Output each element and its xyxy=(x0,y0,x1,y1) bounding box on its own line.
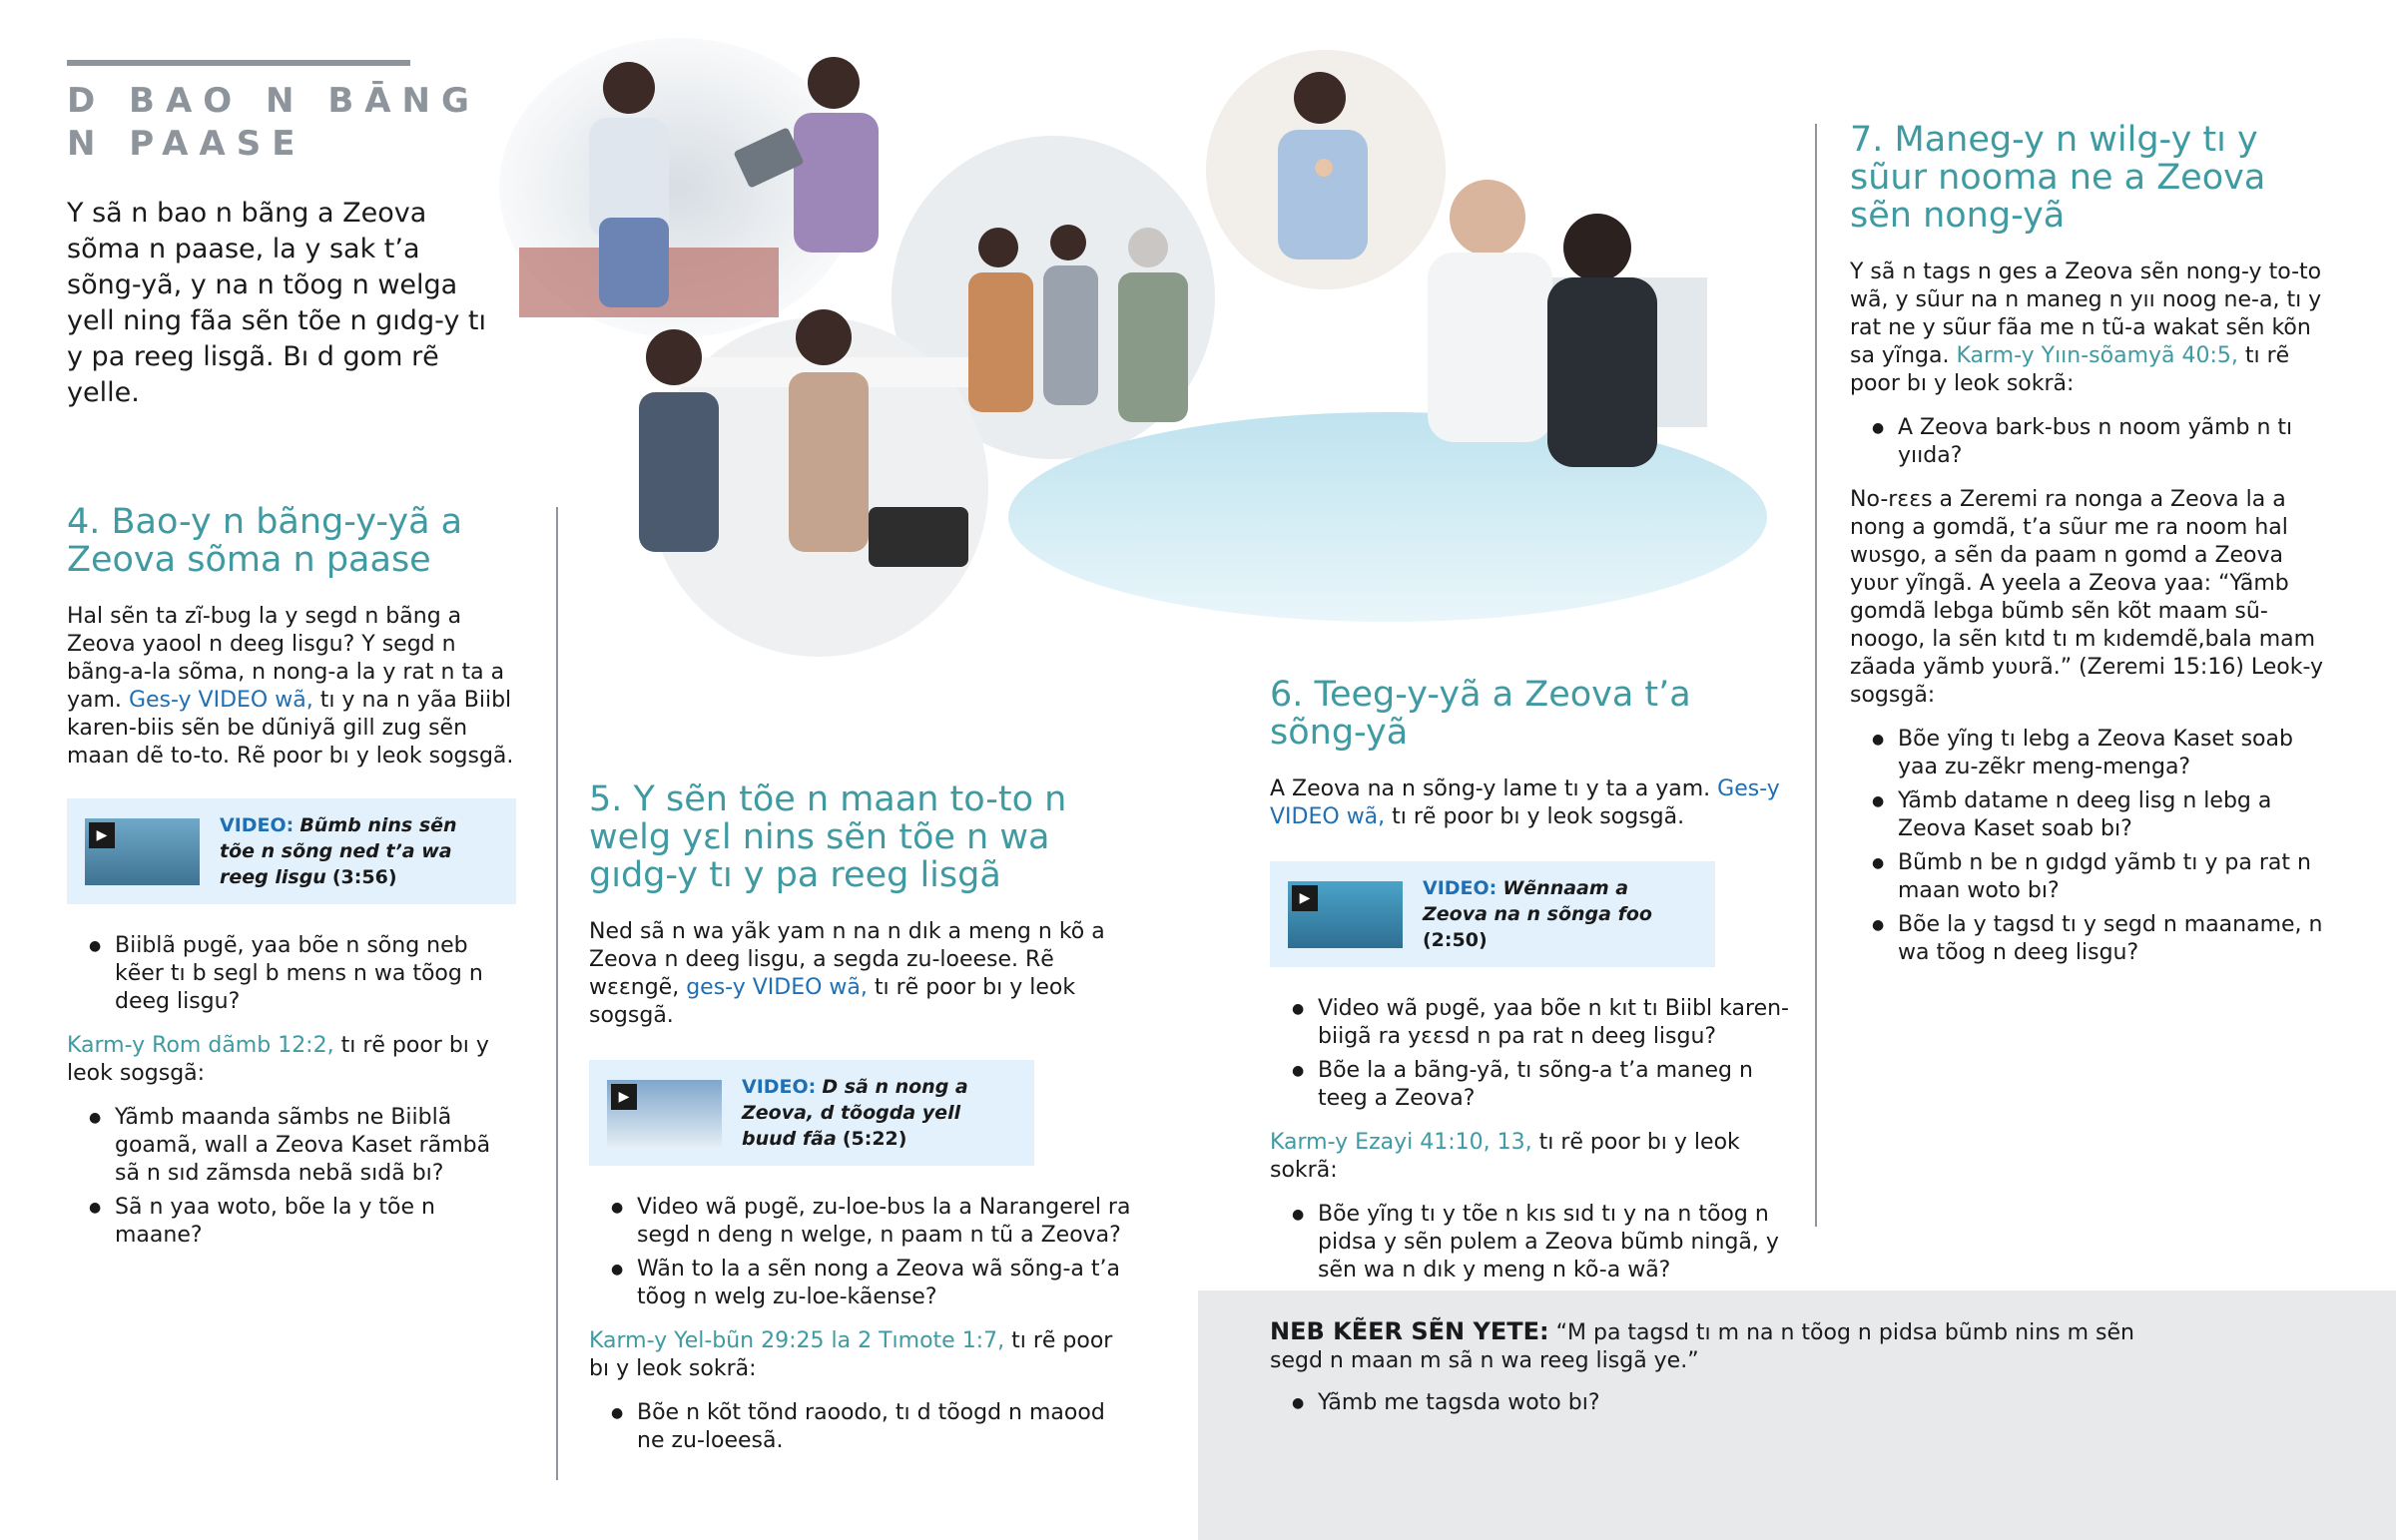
video-caption xyxy=(742,1074,1016,1152)
section-5-paragraph xyxy=(589,918,1133,1030)
section-7-bullets xyxy=(1850,414,2329,470)
list-item: ● Bũmb n be n gıdgd yãmb tı y pa rat n maan woto bı? xyxy=(1898,849,2329,905)
video-link[interactable]: Ges-y VIDEO wã, xyxy=(1270,776,1780,829)
section-6 xyxy=(1270,676,1794,1300)
section-7 xyxy=(1850,121,2329,983)
video-duration: (5:22) xyxy=(842,1128,907,1150)
video-caption xyxy=(1423,875,1697,953)
video-link[interactable]: ges-y VIDEO wã, xyxy=(686,975,868,1000)
video-label: VIDEO: xyxy=(742,1076,817,1098)
scripture-text: tı rẽ poor bı y leok sokrã: xyxy=(1270,1130,1740,1183)
section-4-bullets xyxy=(67,932,516,1016)
section-4-paragraph xyxy=(67,603,516,770)
play-icon[interactable]: ▶ xyxy=(1292,885,1318,911)
section-7-questions xyxy=(1850,726,2329,967)
scripture-instruction xyxy=(67,1032,516,1088)
section-6-bullets xyxy=(1270,995,1794,1113)
section-7-paragraph-2: No-rɛɛs a Zeremi ra nonga a Zeova la a nong a gomdã, t’a sũur me ra noom hal wʋsgo, a sẽn da paam n gomd a Zeova yʋʋr yĩngã. A yeela a Zeova yaa: “Yãmb gomdã lebga bũmb sẽn kõt maam sũ-noogo, la sẽn kıtd tı m kıdemdẽ,bala mam zãada yãmb yʋʋrã.” (Zeremi 15:16) Leok-y sogsgã: xyxy=(1850,487,2324,708)
quote-paragraph xyxy=(1270,1317,2148,1375)
list-item: ● Bõe n kõt tõnd raoodo, tı d tõogd n maood ne zu-loeesã. xyxy=(637,1399,1133,1455)
video-thumbnail[interactable] xyxy=(607,1080,722,1147)
scripture-text: tı rẽ poor bı y leok sokrã: xyxy=(1850,343,2290,396)
page-title-line1: D BAO N BĀNG xyxy=(67,81,480,121)
quote-label: NEB KẼER SẼN YETE: xyxy=(1270,1317,1549,1345)
page-title xyxy=(67,80,480,166)
column-divider xyxy=(1815,124,1817,1227)
section-5-text-end: tı rẽ poor bı y leok sogsgã. xyxy=(589,975,1076,1028)
section-6-text: A Zeova na n sõng-y lame tı y ta a yam. xyxy=(1270,776,1711,801)
section-6-paragraph xyxy=(1270,775,1794,831)
list-item: ● Bõe yĩng tı lebg a Zeova Kaset soab yaa zu-zẽkr meng-menga? xyxy=(1898,726,2329,781)
scripture-ref: Karm-y Yıın-sõamyã 40:5, xyxy=(1956,343,2238,368)
play-icon[interactable]: ▶ xyxy=(89,822,115,848)
list-item: ● Sã n yaa woto, bõe la y tõe n maane? xyxy=(115,1194,516,1250)
workplace-image xyxy=(639,309,988,657)
scripture-text: tı rẽ poor bı y leok sogsgã: xyxy=(67,1033,489,1086)
section-4-heading: 4. Bao-y n bãng-y-yã a Zeova sõma n paase xyxy=(67,502,463,580)
video-label: VIDEO: xyxy=(1423,877,1498,899)
section-6-text-end: tı rẽ poor bı y leok sogsgã. xyxy=(1392,804,1685,829)
list-item: ● Biiblã pʋgẽ, yaa bõe n sõng neb kẽer tı b segl b mens n wa tõog n deeg lisgu? xyxy=(115,932,516,1016)
list-item: ● Yãmb me tagsda woto bı? xyxy=(1318,1389,2148,1417)
section-7-heading: 7. Maneg-y n wilg-y tı y sũur nooma ne a Zeova sẽn nong-yã xyxy=(1850,120,2266,236)
section-5-bullets xyxy=(589,1194,1133,1311)
scripture-instruction xyxy=(589,1327,1133,1383)
list-item: ● Bõe yĩng tı y tõe n kıs sıd tı y na n tõog n pidsa y sẽn pʋlem a Zeova bũmb ningã, y sẽn wa n dık y meng n kõ-a wã? xyxy=(1318,1201,1794,1284)
quote-bullets xyxy=(1270,1389,2148,1417)
play-icon[interactable]: ▶ xyxy=(611,1084,637,1110)
video-duration: (3:56) xyxy=(331,866,397,888)
section-4-questions xyxy=(67,1104,516,1250)
section-5-text: Ned sã n wa yãk yam n na n dık a meng n kõ a Zeova n deeg lisgu, a segda zu-loeese. Rẽ wɛɛngẽ, xyxy=(589,919,1105,1000)
section-5-questions xyxy=(589,1399,1133,1455)
list-item: ● A Zeova bark-bʋs n noom yãmb n tı yııda? xyxy=(1898,414,2329,470)
list-item: ● Wãn to la a sẽn nong a Zeova wã sõng-a t’a tõog n welg zu-loe-kãense? xyxy=(637,1256,1133,1311)
video-thumbnail[interactable] xyxy=(85,818,200,885)
section-4 xyxy=(67,503,516,1266)
women-sitting-image xyxy=(499,38,879,337)
video-card[interactable] xyxy=(1270,861,1715,967)
praying-woman-image xyxy=(1206,50,1446,289)
video-thumbnail[interactable] xyxy=(1288,881,1403,948)
list-item: ● Video wã pʋgẽ, yaa bõe n kıt tı Biibl karen-biigã ra yɛɛsd n pa rat n deeg lisgu? xyxy=(1318,995,1794,1051)
list-item: ● Video wã pʋgẽ, zu-loe-bʋs la a Narangerel ra segd n deng n welge, n paam n tũ a Zeova? xyxy=(637,1194,1133,1250)
column-divider xyxy=(556,507,558,1480)
section-5-heading: 5. Y sẽn tõe n maan to-to n welg yɛl nins sẽn tõe n wa gıdg-y tı y pa reeg lisgã xyxy=(589,779,1067,895)
video-duration: (2:50) xyxy=(1423,929,1488,951)
header-rule xyxy=(67,60,410,66)
list-item: ● Bõe la a bãng-yã, tı sõng-a t’a maneg n teeg a Zeova? xyxy=(1318,1057,1794,1113)
scripture-ref: Karm-y Yel-bũn 29:25 la 2 Tımote 1:7, xyxy=(589,1328,1005,1353)
section-7-text: Y sã n tags n ges a Zeova sẽn nong-y to-to wã, y sũur na n maneg n yıı noog ne-a, tı y rat ne y sũur fãa me n tũ-a wakat sẽn kõn sa yĩnga. xyxy=(1850,259,2322,368)
section-5 xyxy=(589,780,1133,1471)
scripture-instruction xyxy=(1270,1129,1794,1185)
section-6-heading: 6. Teeg-y-yã a Zeova t’a sõng-yã xyxy=(1270,675,1691,753)
section-7-paragraph xyxy=(1850,258,2329,398)
video-title: Bũmb nins sẽn tõe n sõng ned t’a wa reeg lisgu xyxy=(220,814,457,888)
video-link[interactable]: Ges-y VIDEO wã, xyxy=(128,688,313,713)
scripture-text: tı rẽ poor bı y leok sokrã: xyxy=(589,1328,1113,1381)
scripture-ref: Karm-y Ezayi 41:10, 13, xyxy=(1270,1130,1532,1155)
intro-text: Y sã n bao n bãng a Zeova sõma n paase, la y sak t’a sõng-yã, y na n tõog n welga yell ning fãa sẽn tõe n gıdg-y tı y pa reeg lisgã. Bı d gom rẽ yelle. xyxy=(67,198,487,408)
video-card[interactable] xyxy=(589,1060,1034,1166)
section-4-text-end: tı y na n yãa Biibl karen-biis sẽn be dũniyã gill zug sẽn maan dẽ to-to. Rẽ poor bı y leok sogsgã. xyxy=(67,688,514,769)
list-item: ● Bõe la y tagsd tı y segd n maaname, n wa tõog n deeg lisgu? xyxy=(1898,911,2329,967)
list-item: ● Yãmb datame n deeg lisg n lebg a Zeova Kaset soab bı? xyxy=(1898,787,2329,843)
video-title: Wẽnnaam a Zeova na n sõnga foo xyxy=(1423,877,1652,925)
video-card[interactable] xyxy=(67,798,516,904)
quote-section xyxy=(1270,1317,2148,1433)
video-caption xyxy=(220,812,498,890)
section-4-text: Hal sẽn ta zĩ-bʋg la y segd n bãng a Zeova yaool n deeg lisgu? Y segd n bãng-a-la sõma, n nong-a la y rat n ta a yam. xyxy=(67,604,505,713)
list-item: ● Yãmb maanda sãmbs ne Biiblã goamã, wall a Zeova Kaset rãmbã sã n sıd zãmsda nebã sıdã bı? xyxy=(115,1104,516,1188)
illustration-collage xyxy=(489,38,1807,667)
quote-text: “M pa tagsd tı m na n tõog n pidsa bũmb nins m sẽn segd n maan m sã n wa reeg lisgã ye.” xyxy=(1270,1320,2134,1373)
scripture-ref: Karm-y Rom dãmb 12:2, xyxy=(67,1033,334,1058)
page-title-line2: N PAASE xyxy=(67,124,306,164)
video-title: D sã n nong a Zeova, d tõogda yell buud fãa xyxy=(742,1076,968,1150)
section-6-questions xyxy=(1270,1201,1794,1284)
video-label: VIDEO: xyxy=(220,814,295,836)
